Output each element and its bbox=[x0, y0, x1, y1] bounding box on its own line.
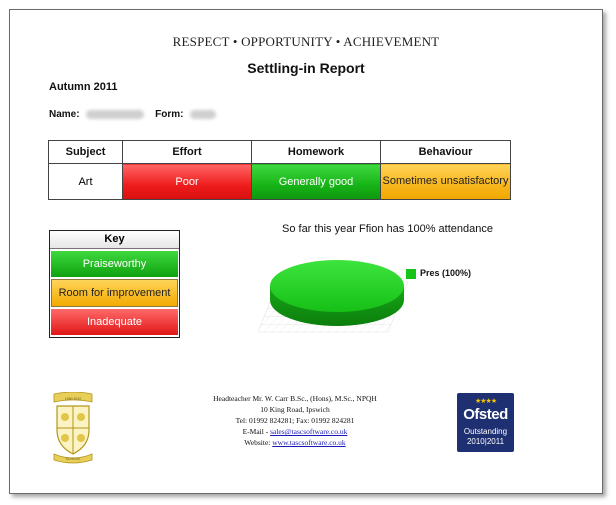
cell-effort: Poor bbox=[123, 164, 252, 200]
key-room-for-improvement: Room for improvement bbox=[51, 279, 178, 307]
col-effort: Effort bbox=[123, 141, 252, 164]
email-line bbox=[160, 426, 430, 437]
cell-homework: Generally good bbox=[252, 164, 381, 200]
report-title: Settling-in Report bbox=[247, 60, 365, 76]
headteacher-line: Headteacher Mr. W. Carr B.Sc., (Hons), M.Sc., NPQH bbox=[213, 394, 377, 403]
attendance-pie-chart bbox=[258, 244, 408, 334]
legend-swatch-pres bbox=[406, 269, 416, 279]
table-row bbox=[49, 164, 511, 200]
report-page bbox=[9, 9, 603, 494]
school-crest-icon bbox=[48, 392, 98, 464]
col-subject: Subject bbox=[49, 141, 123, 164]
website-link[interactable]: www.tascsoftware.co.uk bbox=[272, 438, 346, 447]
key-inadequate: Inadequate bbox=[51, 309, 178, 335]
cell-subject: Art bbox=[49, 164, 123, 200]
crest-bottom-text: SCHOOL bbox=[65, 457, 81, 461]
school-contact-footer bbox=[160, 393, 430, 448]
col-homework: Homework bbox=[252, 141, 381, 164]
website-label: Website: bbox=[244, 438, 273, 447]
website-line bbox=[160, 437, 430, 448]
attendance-text: So far this year Ffion has 100% attendance bbox=[282, 223, 493, 235]
email-label: E-Mail - bbox=[242, 427, 271, 436]
phone-line: Tel: 01992 824281; Fax: 01992 824281 bbox=[235, 416, 355, 425]
name-label: Name: bbox=[49, 109, 80, 120]
grades-header-row bbox=[49, 141, 511, 164]
key-title: Key bbox=[50, 231, 179, 249]
email-link[interactable]: sales@tascsoftware.co.uk bbox=[270, 427, 348, 436]
term-label: Autumn 2011 bbox=[49, 81, 118, 93]
ofsted-badge bbox=[457, 393, 514, 452]
stars-icon: ★★★★ bbox=[475, 398, 497, 405]
ofsted-grade: Outstanding bbox=[463, 427, 508, 436]
legend-label-pres: Pres (100%) bbox=[420, 268, 472, 278]
student-info-row bbox=[49, 109, 224, 120]
key-legend bbox=[49, 230, 180, 338]
cell-behaviour: Sometimes unsatisfactory bbox=[381, 164, 511, 200]
school-motto: RESPECT • OPPORTUNITY • ACHIEVEMENT bbox=[172, 34, 440, 49]
form-redacted bbox=[190, 110, 216, 119]
key-praiseworthy: Praiseworthy bbox=[51, 251, 178, 277]
crest-top-text: 1960 2010 bbox=[64, 397, 82, 401]
ofsted-word: Ofsted bbox=[463, 406, 508, 423]
form-label: Form: bbox=[155, 109, 184, 120]
col-behaviour: Behaviour bbox=[381, 141, 511, 164]
grades-table bbox=[48, 140, 511, 200]
address-line: 10 King Road, Ipswich bbox=[260, 405, 330, 414]
ofsted-years: 2010|2011 bbox=[466, 437, 505, 446]
pie-legend bbox=[406, 268, 471, 279]
pie-slice-pres bbox=[270, 260, 404, 312]
name-redacted bbox=[86, 110, 144, 119]
